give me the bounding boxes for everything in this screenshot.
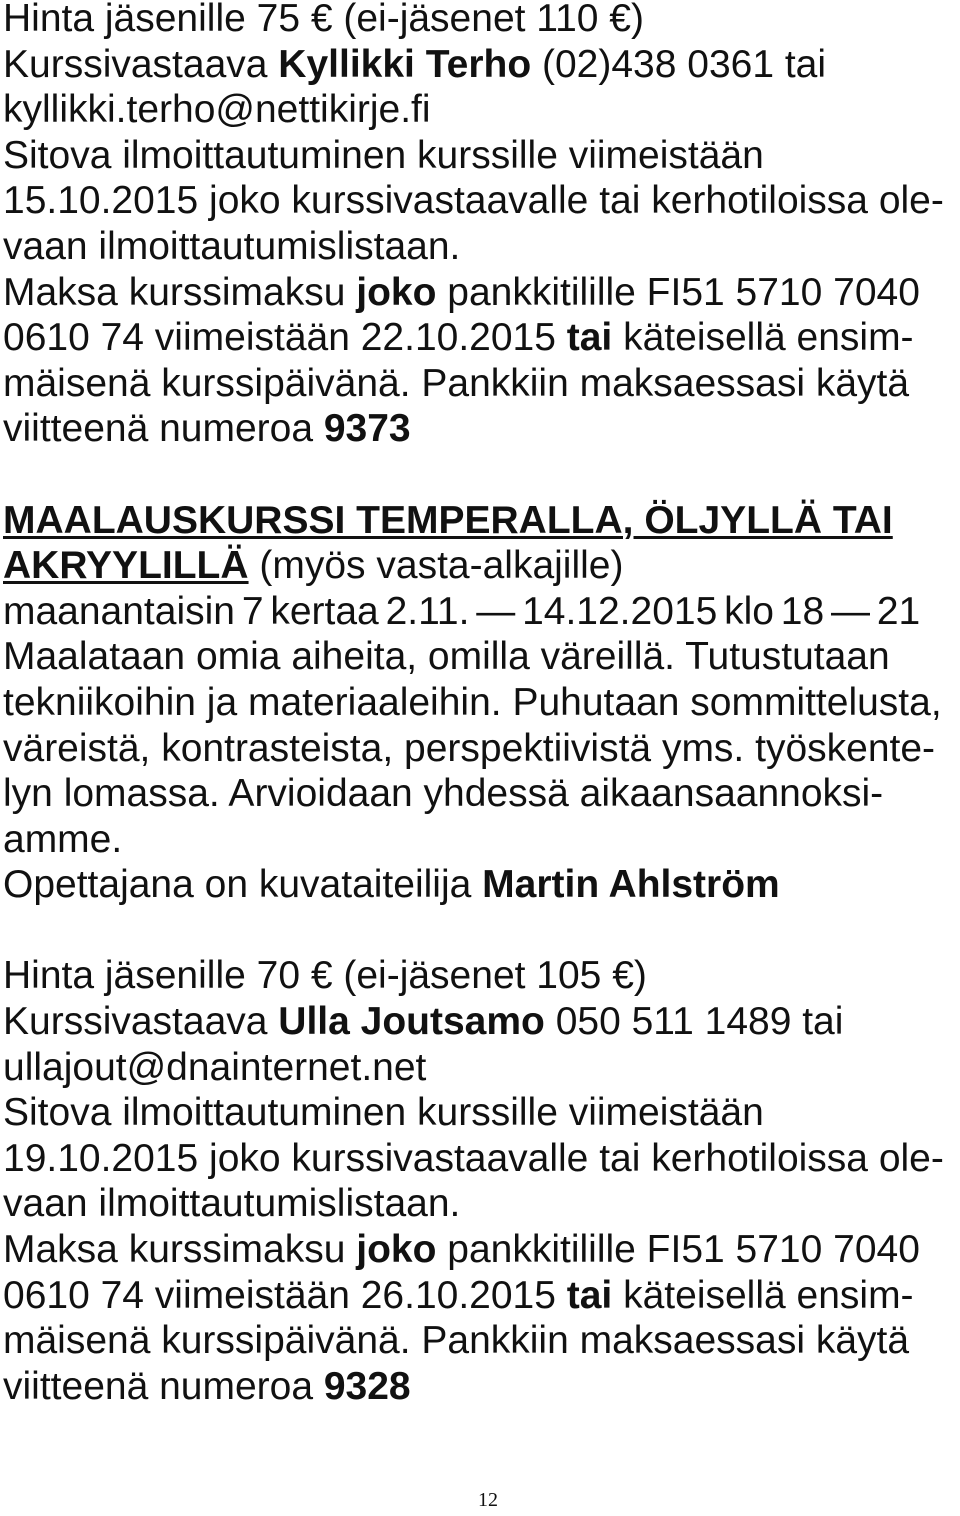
first-course-payment-line [3, 361, 958, 407]
first-course-reference-line [3, 406, 958, 452]
painting-course-email-line [3, 1045, 958, 1091]
first-course-payment-line [3, 270, 958, 316]
payment-emphasis: joko [356, 270, 437, 314]
description-text: väreistä, kontrasteista, perspektiivistä yms. työskente- [3, 726, 936, 770]
painting-course-contact-line [3, 999, 958, 1045]
registration-text: vaan ilmoittautumislistaan. [3, 224, 461, 268]
payment-text: Maksa kurssimaksu [3, 270, 357, 314]
contact-person-name: Ulla Joutsamo [278, 1000, 545, 1044]
painting-course-payment-line [3, 1318, 958, 1364]
first-course-registration-line [3, 133, 958, 179]
painting-course-registration-line [3, 1181, 958, 1227]
registration-text: 19.10.2015 joko kurssivastaavalle tai kerhotiloissa ole- [3, 1136, 944, 1180]
course-schedule: maanantaisin 7 kertaa 2.11. — 14.12.2015 klo 18 — 21 [3, 589, 921, 633]
contact-phone: (02)438 0361 tai [531, 42, 827, 86]
painting-course-schedule-line [3, 589, 958, 635]
payment-text: mäisenä kurssipäivänä. Pankkiin maksaessasi käytä [3, 1319, 910, 1363]
payment-text: Maksa kurssimaksu [3, 1228, 357, 1272]
contact-person-name: Kyllikki Terho [278, 42, 532, 86]
contact-email: kyllikki.terho@nettikirje.fi [3, 88, 431, 132]
payment-text: 0610 74 viimeistään 22.10.2015 [3, 316, 567, 360]
first-course-price-line [3, 0, 958, 42]
teacher-name: Martin Ahlström [482, 863, 780, 907]
reference-number: 9328 [323, 1364, 411, 1408]
painting-course-price-line [3, 953, 958, 999]
page-number: 12 [478, 1489, 498, 1511]
painting-course-description-line [3, 726, 958, 772]
painting-course-registration-line [3, 1090, 958, 1136]
painting-course-reference-line [3, 1364, 958, 1410]
painting-course-payment-line [3, 1273, 958, 1319]
contact-email: ullajout@dnainternet.net [3, 1045, 427, 1089]
description-text: lyn lomassa. Arvioidaan yhdessä aikaansaannoksi- [3, 772, 884, 816]
blank-line [3, 452, 958, 498]
painting-course-payment-line [3, 1227, 958, 1273]
course-title: AKRYYLILLÄ [3, 544, 249, 588]
contact-phone: 050 511 1489 tai [544, 1000, 844, 1044]
teacher-label: Opettajana on kuvataiteilija [3, 863, 483, 907]
blank-line [3, 908, 958, 954]
description-text: tekniikoihin ja materiaaleihin. Puhutaan sommittelusta, [3, 680, 942, 724]
registration-text: 15.10.2015 joko kurssivastaavalle tai kerhotiloissa ole- [3, 179, 944, 223]
painting-course-description-line [3, 680, 958, 726]
painting-course-description-line [3, 817, 958, 863]
payment-text: käteisellä ensim- [612, 1273, 914, 1317]
painting-course-registration-line [3, 1136, 958, 1182]
payment-text: mäisenä kurssipäivänä. Pankkiin maksaessasi käytä [3, 361, 910, 405]
registration-text: Sitova ilmoittautuminen kurssille viimeistään [3, 133, 764, 177]
payment-text: käteisellä ensim- [612, 316, 914, 360]
price-text: Hinta jäsenille 75 € (ei-jäsenet 110 €) [3, 0, 644, 40]
painting-course-description-line [3, 634, 958, 680]
first-course-registration-line [3, 178, 958, 224]
payment-account: pankkitilille FI51 5710 7040 [436, 270, 920, 314]
payment-emphasis: joko [356, 1228, 437, 1272]
payment-emphasis: tai [566, 316, 613, 360]
description-text: amme. [3, 817, 123, 861]
registration-text: vaan ilmoittautumislistaan. [3, 1182, 461, 1226]
reference-label: viitteenä numeroa [3, 1364, 324, 1408]
painting-course-description-line [3, 771, 958, 817]
first-course-email-line [3, 87, 958, 133]
price-text: Hinta jäsenille 70 € (ei-jäsenet 105 €) [3, 954, 647, 998]
course-audience: (myös vasta-alkajille) [248, 544, 624, 588]
payment-text: 0610 74 viimeistään 26.10.2015 [3, 1273, 567, 1317]
first-course-contact-line [3, 42, 958, 88]
reference-number: 9373 [323, 407, 411, 451]
payment-account: pankkitilille FI51 5710 7040 [436, 1228, 920, 1272]
contact-label: Kurssivastaava [3, 1000, 279, 1044]
registration-text: Sitova ilmoittautuminen kurssille viimeistään [3, 1091, 764, 1135]
first-course-payment-line [3, 315, 958, 361]
first-course-registration-line [3, 224, 958, 270]
reference-label: viitteenä numeroa [3, 407, 324, 451]
painting-course-teacher-line [3, 862, 958, 908]
text-column [3, 0, 958, 1409]
contact-label: Kurssivastaava [3, 42, 279, 86]
description-text: Maalataan omia aiheita, omilla väreillä. Tutustutaan [3, 635, 890, 679]
painting-course-title-line [3, 498, 958, 544]
painting-course-title-line [3, 543, 958, 589]
payment-emphasis: tai [566, 1273, 613, 1317]
course-title: MAALAUSKURSSI TEMPERALLA, ÖLJYLLÄ TAI [3, 498, 893, 542]
